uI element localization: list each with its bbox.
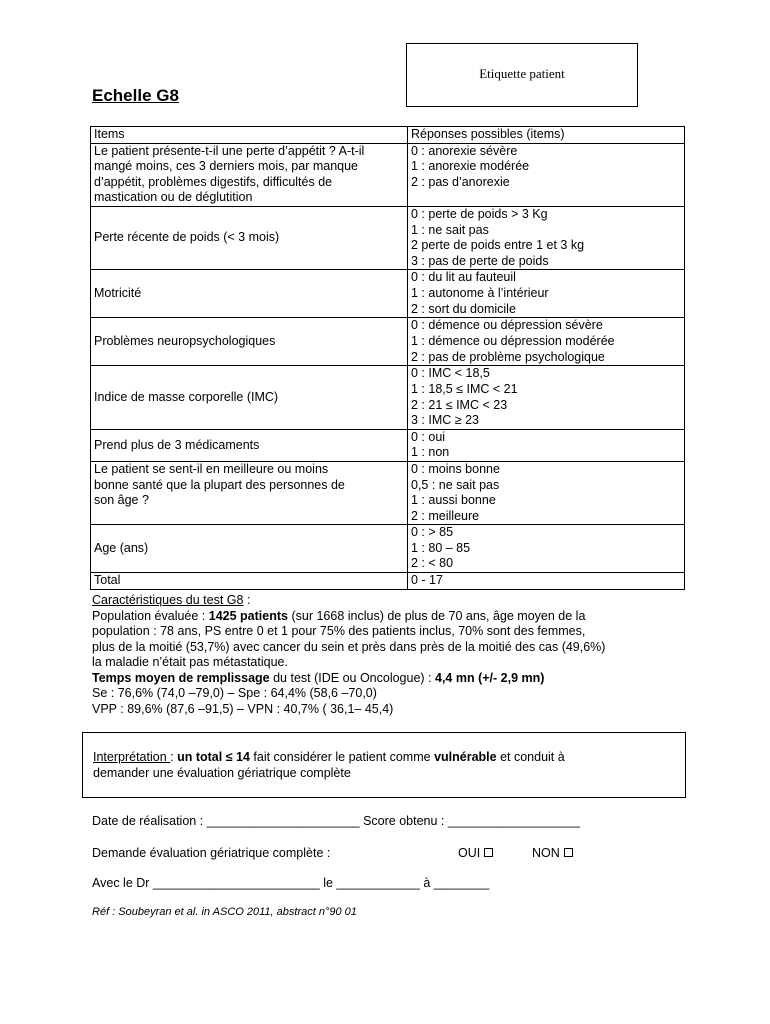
table-row	[91, 366, 685, 429]
response-line: 0 : perte de poids > 3 Kg	[411, 206, 548, 221]
item-line: mastication ou de déglutition	[94, 190, 253, 205]
patient-label-box	[406, 43, 638, 107]
table-header-row	[91, 127, 685, 144]
table-row	[91, 143, 685, 206]
table-row	[91, 461, 685, 524]
response-line: 2 : 21 ≤ IMC < 23	[411, 397, 508, 412]
response-line: 2 : < 80	[411, 556, 454, 571]
interpretation-box	[82, 732, 686, 798]
non-option[interactable]	[532, 846, 573, 860]
time-value: 4,4 mn (+/- 2,9 mn)	[435, 670, 545, 685]
non-label: NON	[532, 846, 560, 860]
item-line: Indice de masse corporelle (IMC)	[94, 389, 279, 404]
item-line: Perte récente de poids (< 3 mois)	[94, 230, 280, 245]
item-line: Motricité	[94, 286, 142, 301]
response-line: 0 : du lit au fauteuil	[411, 270, 516, 285]
population-text: la maladie n’était pas métastatique.	[92, 655, 288, 669]
total-range: 0 - 17	[408, 573, 685, 590]
population-count: 1425 patients	[208, 608, 288, 623]
date-score-line[interactable]: Date de réalisation : ______________________ Score obtenu : ___________________	[92, 814, 580, 828]
response-line: 0 : IMC < 18,5	[411, 366, 490, 381]
interpretation-text: demander une évaluation gériatrique complète	[93, 766, 351, 780]
table-row	[91, 429, 685, 461]
row-responses	[408, 461, 685, 524]
time-label: Temps moyen de remplissage	[92, 670, 270, 685]
row-responses	[408, 206, 685, 269]
response-line: 2 : pas d’anorexie	[411, 174, 510, 189]
response-line: 2 perte de poids entre 1 et 3 kg	[411, 238, 585, 253]
reference: Réf : Soubeyran et al. in ASCO 2011, abstract n°90 01	[92, 906, 357, 918]
interpretation-colon: :	[170, 750, 178, 764]
item-line: Le patient présente-t-il une perte d’appétit ? A-t-il	[94, 143, 365, 158]
response-line: 1 : anorexie modérée	[411, 159, 530, 174]
response-line: 0 : anorexie sévère	[411, 143, 518, 158]
patient-label-text: Etiquette patient	[479, 66, 565, 81]
item-line: son âge ?	[94, 493, 149, 508]
characteristics-heading: Caractéristiques du test G8	[92, 593, 244, 607]
oui-checkbox[interactable]	[484, 848, 493, 857]
population-text: plus de la moitié (53,7%) avec cancer du sein et près dans près de la moitié des cas (49,6%)	[92, 639, 606, 654]
row-item	[91, 318, 408, 366]
response-line: 0 : > 85	[411, 525, 454, 540]
interpretation-label: Interprétation	[93, 750, 171, 764]
interpretation-vulnerable: vulnérable	[434, 750, 497, 764]
interpretation-threshold: un total ≤ 14	[177, 750, 250, 764]
g8-table	[90, 126, 685, 590]
response-line: 0 : moins bonne	[411, 461, 500, 476]
response-line: 1 : démence ou dépression modérée	[411, 333, 615, 348]
table-row	[91, 206, 685, 269]
population-text: (sur 1668 inclus) de plus de 70 ans, âge moyen de la	[287, 608, 586, 623]
response-line: 1 : autonome à l’intérieur	[411, 285, 549, 300]
population-label: Population évaluée :	[92, 608, 209, 623]
row-item	[91, 366, 408, 429]
response-line: 2 : pas de problème psychologique	[411, 349, 605, 364]
row-responses	[408, 270, 685, 318]
item-line: Prend plus de 3 médicaments	[94, 437, 260, 452]
row-item	[91, 429, 408, 461]
oui-label: OUI	[458, 846, 481, 860]
item-line: d’appétit, problèmes digestifs, difficultés de	[94, 174, 333, 189]
non-checkbox[interactable]	[564, 848, 573, 857]
row-item	[91, 206, 408, 269]
request-label: Demande évaluation gériatrique complète :	[92, 846, 331, 860]
doctor-line[interactable]: Avec le Dr ________________________ le ____________ à ________	[92, 876, 490, 890]
item-line: Problèmes neuropsychologiques	[94, 334, 276, 349]
response-line: 1 : ne sait pas	[411, 222, 489, 237]
interpretation-text: et conduit à	[496, 750, 565, 764]
oui-option[interactable]	[458, 846, 493, 860]
characteristics-heading-suffix: :	[243, 593, 251, 607]
item-line: Age (ans)	[94, 540, 149, 555]
request-line	[92, 846, 560, 860]
sensitivity-specificity: Se : 76,6% (74,0 –79,0) – Spe : 64,4% (58,6 –70,0)	[92, 686, 377, 700]
item-line: bonne santé que la plupart des personnes de	[94, 477, 345, 492]
table-total-row	[91, 573, 685, 590]
item-line: mangé moins, ces 3 derniers mois, par manque	[94, 159, 359, 174]
total-label: Total	[91, 573, 408, 590]
response-line: 0 : oui	[411, 429, 446, 444]
response-line: 1 : non	[411, 445, 450, 460]
row-responses	[408, 429, 685, 461]
row-item	[91, 525, 408, 573]
response-line: 2 : sort du domicile	[411, 301, 516, 316]
response-line: 1 : 18,5 ≤ IMC < 21	[411, 381, 518, 396]
row-responses	[408, 525, 685, 573]
population-text: population : 78 ans, PS entre 0 et 1 pour 75% des patients inclus, 70% sont des femmes,	[92, 624, 586, 638]
response-line: 2 : meilleure	[411, 508, 480, 523]
test-characteristics	[92, 593, 692, 717]
response-line: 0,5 : ne sait pas	[411, 477, 500, 492]
response-line: 1 : aussi bonne	[411, 493, 496, 508]
response-line: 3 : IMC ≥ 23	[411, 413, 479, 428]
row-item	[91, 461, 408, 524]
row-item	[91, 270, 408, 318]
page-title: Echelle G8	[92, 86, 179, 105]
predictive-values: VPP : 89,6% (87,6 –91,5) – VPN : 40,7% ( 36,1– 45,4)	[92, 701, 394, 716]
interpretation-text: fait considérer le patient comme	[249, 750, 435, 764]
row-responses	[408, 318, 685, 366]
header-responses: Réponses possibles (items)	[408, 127, 685, 144]
response-line: 3 : pas de perte de poids	[411, 253, 549, 268]
response-line: 0 : démence ou dépression sévère	[411, 318, 603, 333]
row-item	[91, 143, 408, 206]
item-line: Le patient se sent-il en meilleure ou moins	[94, 461, 329, 476]
table-row	[91, 318, 685, 366]
time-text: du test (IDE ou Oncologue) :	[269, 670, 435, 685]
row-responses	[408, 366, 685, 429]
header-items: Items	[91, 127, 408, 144]
response-line: 1 : 80 – 85	[411, 540, 471, 555]
row-responses	[408, 143, 685, 206]
table-row	[91, 270, 685, 318]
table-row	[91, 525, 685, 573]
